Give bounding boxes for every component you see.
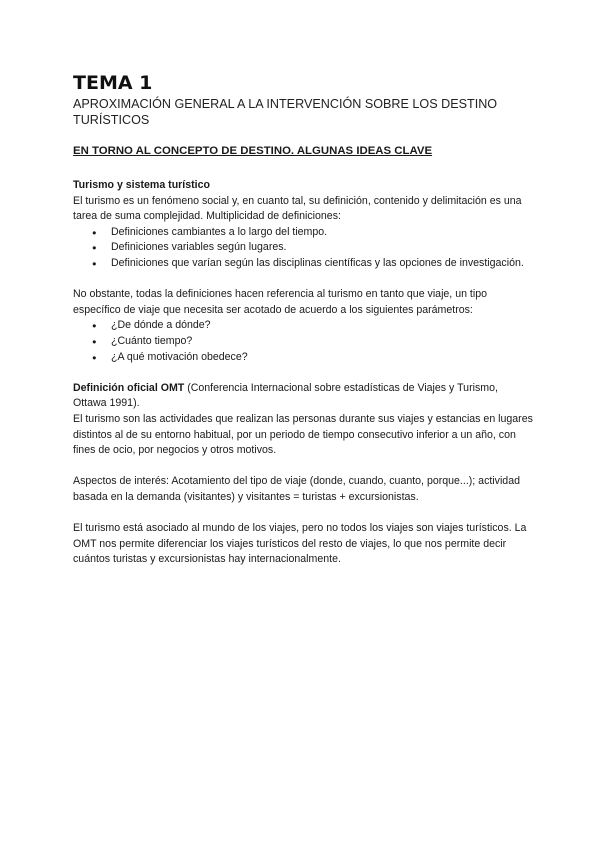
spacer [73, 459, 533, 475]
list-item: ● Definiciones cambiantes a lo largo del tiempo. [111, 225, 533, 241]
parametros-list [73, 318, 533, 365]
definicion-omt-intro [73, 381, 533, 412]
definicion-omt-text: El turismo son las actividades que realizan las personas durante sus viajes y estancias en lugares distintos al de su entorno habitual, por un periodo de tiempo consecutivo inferior a un año, con fines de ocio, por negocios y otros motivos. [73, 412, 533, 457]
conclusion-text: El turismo está asociado al mundo de los viajes, pero no todos los viajes son viajes turísticos. La OMT nos permite diferenciar los viajes turísticos del resto de viajes, lo que nos permite decir cuántos turistas y excursionistas hay internacionalmente. [73, 522, 527, 566]
parametros-block [73, 287, 533, 365]
definiciones-list [73, 225, 533, 272]
spacer [73, 272, 533, 288]
definicion-omt-block [73, 381, 533, 459]
list-item: ● ¿A qué motivación obedece? [111, 350, 533, 366]
list-item: ● Definiciones que varían según las disciplinas científicas y las opciones de investigación. [111, 256, 533, 272]
definicion-omt-source: (Conferencia Internacional sobre estadísticas de Viajes y Turismo, Ottawa 1991). [73, 381, 498, 410]
definicion-omt-label: Definición oficial OMT [73, 381, 185, 394]
page-subtitle: APROXIMACIÓN GENERAL A LA INTERVENCIÓN SOBRE LOS DESTINO TURÍSTICOS [73, 97, 498, 127]
page-title: TEMA 1 [73, 72, 153, 94]
parametros-intro: No obstante, todas la definiciones hacen referencia al turismo en tanto que viaje, un tipo específico de viaje que necesita ser acotado de acuerdo a los siguientes parámetros: [73, 288, 488, 316]
aspectos-text: Aspectos de interés: Acotamiento del tipo de viaje (donde, cuando, cuanto, porque...); actividad basada en la demanda (visitantes) y visitantes = turistas + excursionistas. [73, 475, 520, 503]
turismo-sistema-block [73, 178, 533, 272]
aspectos-block [73, 474, 533, 505]
list-item: ● ¿Cuánto tiempo? [111, 334, 533, 350]
document-content [73, 72, 533, 568]
turismo-sistema-heading: Turismo y sistema turístico [73, 179, 210, 191]
conclusion-block [73, 521, 533, 568]
list-item: ● Definiciones variables según lugares. [111, 240, 533, 256]
spacer [73, 505, 533, 521]
section-heading: EN TORNO AL CONCEPTO DE DESTINO. ALGUNAS IDEAS CLAVE [73, 145, 433, 157]
list-item: ● ¿De dónde a dónde? [111, 318, 533, 334]
turismo-sistema-intro: El turismo es un fenómeno social y, en cuanto tal, su definición, contenido y delimitación es una tarea de suma complejidad. Multiplicidad de definiciones: [73, 194, 522, 223]
spacer [73, 365, 533, 381]
